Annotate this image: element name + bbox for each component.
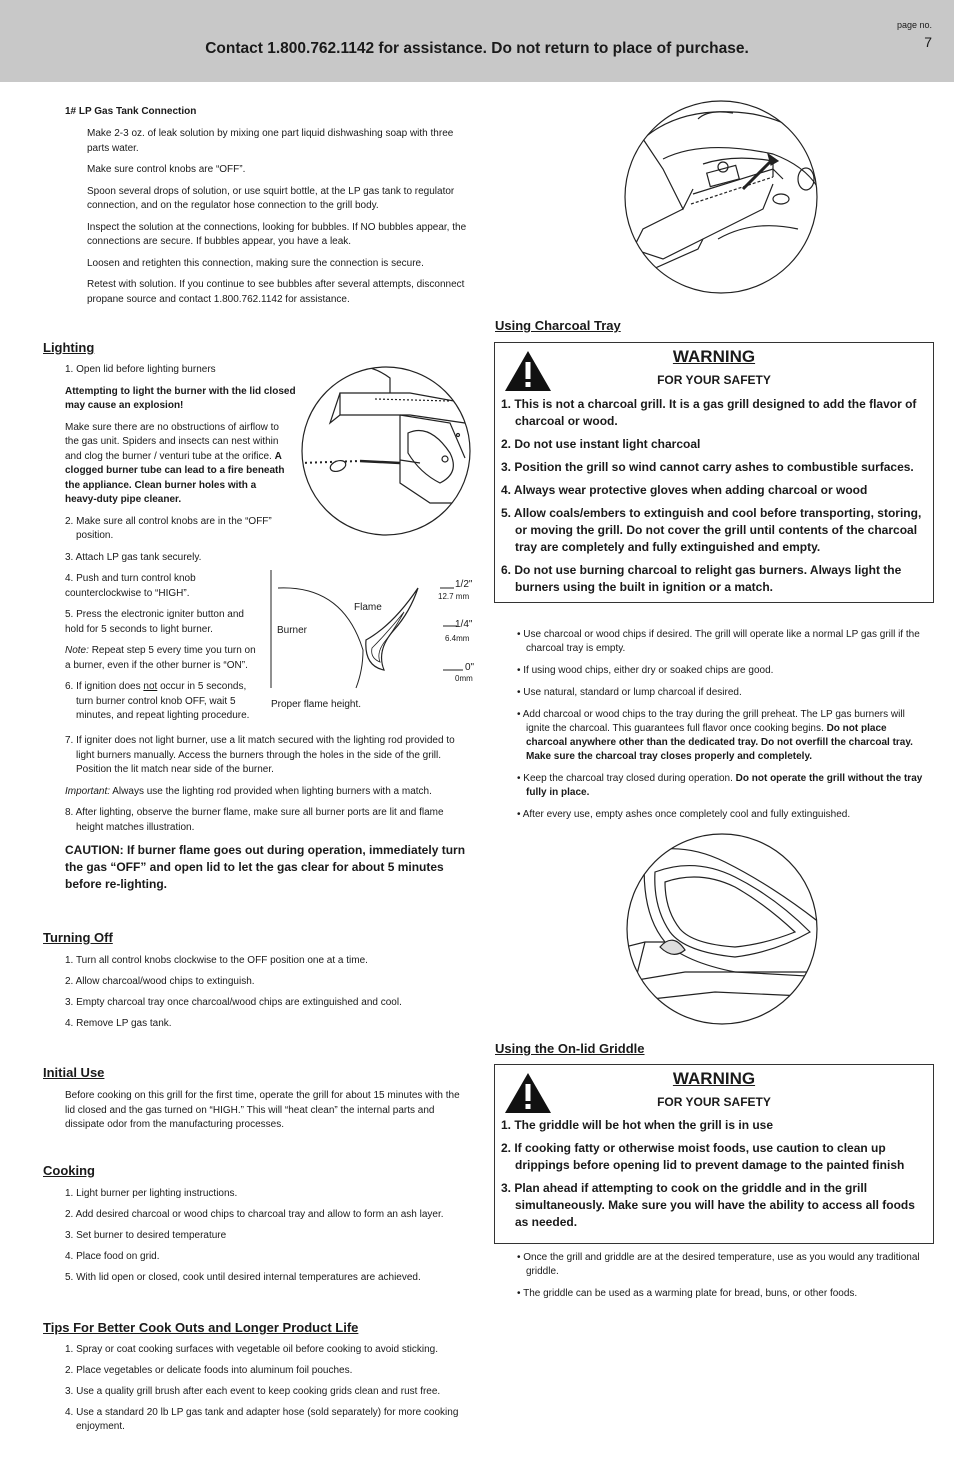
warning-item: 1. The griddle will be hot when the grill is in use bbox=[501, 1118, 774, 1132]
caution-text: CAUTION: If burner flame goes out during operation, immediately turn the gas “OFF” and open lid to let the gas clear for about 5 minutes before re-lighting. bbox=[65, 843, 466, 891]
step6-not: not bbox=[143, 681, 158, 692]
lighting-step-1: 1. Open lid before lighting burners bbox=[65, 364, 216, 375]
turning-off-list bbox=[65, 954, 470, 1038]
leak-test-body bbox=[87, 127, 472, 314]
cooking-list bbox=[65, 1187, 470, 1292]
list-item: 4. Remove LP gas tank. bbox=[65, 1018, 172, 1029]
leak-paragraph: Loosen and retighten this connection, making sure the connection is secure. bbox=[87, 257, 424, 269]
airflow-paragraph bbox=[65, 421, 290, 508]
bullet-item: • Use charcoal or wood chips if desired. The grill will operate like a normal LP gas grill if the charcoal tray is empty. bbox=[517, 629, 920, 654]
measure-quarter-mm: 6.4mm bbox=[445, 634, 470, 643]
important-text: Always use the lighting rod provided when lighting burners with a match. bbox=[112, 785, 432, 797]
note-label: Note: bbox=[65, 645, 89, 656]
contact-banner: Contact 1.800.762.1142 for assistance. Do not return to place of purchase. bbox=[205, 40, 749, 57]
charcoal-warning-list bbox=[501, 396, 925, 602]
lid-closed-warning: Attempting to light the burner with the lid closed may cause an explosion! bbox=[65, 385, 296, 411]
leak-paragraph: Retest with solution. If you continue to see bubbles after several attempts, disconnect propane source and contact 1.800.762.1142 for assistance. bbox=[87, 279, 465, 305]
step6-text-b: occur in 5 seconds, turn burner control knob OFF, wait 5 minutes, and repeat lighting procedure. bbox=[76, 681, 250, 721]
warning-item: 2. If cooking fatty or otherwise moist foods, use caution to clean up drippings before opening lid to prevent damage to the painted finish bbox=[501, 1141, 905, 1172]
measure-half-inch: 1/2" bbox=[455, 579, 473, 590]
list-item: 1. Spray or coat cooking surfaces with vegetable oil before cooking to avoid sticking. bbox=[65, 1344, 438, 1355]
warning-item: 3. Plan ahead if attempting to cook on the griddle and in the grill simultaneously. Make sure you will have the ability to access all foods as needed. bbox=[501, 1181, 915, 1229]
list-item: 5. With lid open or closed, cook until desired internal temperatures are achieved. bbox=[65, 1272, 421, 1283]
charcoal-tray-title: Using Charcoal Tray bbox=[495, 318, 621, 333]
page-number: 7 bbox=[924, 34, 932, 50]
leak-paragraph: Make sure control knobs are “OFF”. bbox=[87, 164, 246, 175]
measure-zero-inch: 0" bbox=[465, 662, 475, 673]
list-item: 3. Use a quality grill brush after each event to keep cooking grids clean and rust free. bbox=[65, 1386, 441, 1397]
flame-caption: Proper flame height. bbox=[271, 699, 362, 710]
leak-paragraph: Inspect the solution at the connections, looking for bubbles. If NO bubbles appear, the connections are secure. If bubbles appear, you have a leak. bbox=[87, 221, 467, 247]
griddle-title: Using the On-lid Griddle bbox=[495, 1041, 645, 1056]
griddle-bullet-list bbox=[515, 1251, 933, 1309]
lighting-step-3: 3. Attach LP gas tank securely. bbox=[65, 551, 202, 563]
list-item: 3. Set burner to desired temperature bbox=[65, 1230, 227, 1241]
flame-label: Flame bbox=[354, 602, 382, 613]
bullet-item: • Once the grill and griddle are at the desired temperature, use as you would any traditional griddle. bbox=[517, 1252, 920, 1277]
list-item: 3. Empty charcoal tray once charcoal/wood chips are extinguished and cool. bbox=[65, 997, 402, 1008]
bullet-item: • After every use, empty ashes once completely cool and fully extinguished. bbox=[517, 809, 851, 820]
airflow-bold: A clogged burner tube can lead to a fire beneath the appliance. Clean burner holes with a heavy-duty pipe cleaner. bbox=[65, 450, 285, 505]
lighting-step-8: 8. After lighting, observe the burner flame, make sure all burner ports are lit and flame height matches illustration. bbox=[65, 807, 444, 833]
list-item: 1. Turn all control knobs clockwise to the OFF position one at a time. bbox=[65, 955, 368, 966]
bullet-text: Use charcoal or wood chips if desired. The grill will operate like a normal LP gas grill if the charcoal tray is empty. bbox=[523, 629, 920, 654]
warning-item: 2. Do not use instant light charcoal bbox=[501, 437, 701, 451]
warning-title: WARNING bbox=[672, 347, 756, 366]
lighting-column bbox=[65, 363, 300, 731]
leak-paragraph: Make 2-3 oz. of leak solution by mixing one part liquid dishwashing soap with three parts water. bbox=[87, 128, 454, 154]
list-item: 2. Add desired charcoal or wood chips to charcoal tray and allow to form an ash layer. bbox=[65, 1209, 444, 1220]
burner-label: Burner bbox=[277, 625, 308, 636]
warning-item: 6. Do not use burning charcoal to relight gas burners. Always light the burners using the built in ignition or a match. bbox=[501, 563, 902, 594]
griddle-warning-list bbox=[501, 1117, 925, 1237]
tips-title: Tips For Better Cook Outs and Longer Product Life bbox=[43, 1320, 359, 1335]
warning-item: 1. This is not a charcoal grill. It is a gas grill designed to add the flavor of charcoal or wood. bbox=[501, 397, 917, 428]
bullet-text: After every use, empty ashes once completely cool and fully extinguished. bbox=[522, 809, 851, 820]
warning-subtitle: FOR YOUR SAFETY bbox=[657, 373, 771, 387]
turning-off-title: Turning Off bbox=[43, 930, 113, 945]
list-item: 1. Light burner per lighting instructions. bbox=[65, 1188, 238, 1199]
lighting-rod-illustration bbox=[300, 363, 472, 539]
bullet-bold: Do not place charcoal anywhere other than the dedicated tray. Do not overfill the charcoal tray. Make sure the charcoal tray closes properly and completely. bbox=[526, 723, 913, 762]
page-header bbox=[0, 0, 954, 82]
bullet-text: Add charcoal or wood chips to the tray during the grill preheat. The LP gas burners will ignite the charcoal. This guarantees full flavor once cooking begins. bbox=[522, 709, 905, 734]
important-label: Important: bbox=[65, 785, 111, 797]
measure-quarter-inch: 1/4" bbox=[455, 619, 473, 630]
measure-zero-mm: 0mm bbox=[455, 674, 473, 683]
bullet-text: Once the grill and griddle are at the desired temperature, use as you would any traditional griddle. bbox=[523, 1252, 920, 1277]
tips-list bbox=[65, 1343, 470, 1441]
lighting-step-5: 5. Press the electronic igniter button and hold for 5 seconds to light burner. bbox=[65, 609, 244, 635]
griddle-illustration bbox=[625, 832, 819, 1026]
warning-item: 4. Always wear protective gloves when adding charcoal or wood bbox=[501, 483, 868, 497]
list-item: 2. Allow charcoal/wood chips to extinguish. bbox=[65, 976, 255, 987]
page-number-label: page no. bbox=[896, 20, 932, 30]
charcoal-warning-box bbox=[494, 342, 934, 603]
warning-item: 5. Allow coals/embers to extinguish and cool before transporting, storing, or moving the grill. Do not cover the grill until contents of the charcoal tray are completely and fully extinguished and empty. bbox=[501, 506, 922, 554]
cooking-title: Cooking bbox=[43, 1163, 95, 1178]
warning-title: WARNING bbox=[672, 1069, 756, 1088]
lighting-note bbox=[65, 644, 260, 673]
lighting-step-2: 2. Make sure all control knobs are in the “OFF” position. bbox=[65, 515, 272, 541]
warning-subtitle: FOR YOUR SAFETY bbox=[657, 1095, 771, 1109]
bullet-text: Use natural, standard or lump charcoal if desired. bbox=[523, 687, 742, 698]
list-item: 4. Use a standard 20 lb LP gas tank and adapter hose (sold separately) for more cooking enjoyment. bbox=[65, 1407, 459, 1432]
bullet-text: The griddle can be used as a warming plate for bread, buns, or other foods. bbox=[523, 1288, 858, 1299]
note-text: Repeat step 5 every time you turn on a burner, even if the other burner is “ON”. bbox=[65, 645, 256, 671]
step6-text-a: 6. If ignition does bbox=[65, 681, 144, 692]
lighting-step-4: 4. Push and turn control knob counterclockwise to “HIGH”. bbox=[65, 573, 196, 599]
bullet-text: If using wood chips, either dry or soaked chips are good. bbox=[523, 665, 774, 676]
bullet-bold: Do not operate the grill without the tray fully in place. bbox=[526, 773, 923, 798]
lighting-title: Lighting bbox=[43, 340, 95, 355]
charcoal-tray-illustration bbox=[623, 99, 819, 295]
bullet-item: • If using wood chips, either dry or soaked chips are good. bbox=[517, 665, 774, 676]
bullet-item: • The griddle can be used as a warming plate for bread, buns, or other foods. bbox=[517, 1288, 858, 1299]
initial-use-title: Initial Use bbox=[43, 1065, 105, 1080]
bullet-text: Keep the charcoal tray closed during operation. bbox=[523, 773, 733, 784]
lighting-column-2 bbox=[65, 734, 468, 893]
lighting-step-6 bbox=[65, 680, 266, 724]
airflow-text: Make sure there are no obstructions of airflow to the gas unit. Spiders and insects can nest within and clog the burner / venturi tube at the orifice. bbox=[65, 421, 279, 462]
leak-test-title: 1# LP Gas Tank Connection bbox=[65, 106, 197, 117]
measure-half-mm: 12.7 mm bbox=[438, 592, 470, 601]
bullet-item: • Add charcoal or wood chips to the tray during the grill preheat. The LP gas burners will ignite the charcoal. This guarantees full flavor once cooking begins. Do not place charcoal anywhere other than the dedicated tray. Do not overfill the charcoal tray. Make sure the charcoal tray closes properly and completely. bbox=[517, 709, 913, 762]
bullet-item: • Keep the charcoal tray closed during operation. Do not operate the grill without the tray fully in place. bbox=[517, 773, 923, 798]
initial-use-text: Before cooking on this grill for the first time, operate the grill for about 15 minutes with the lid closed and the gas turned on “HIGH.” This will “heat clean” the internal parts and dissipate odor from the manufacturing processes. bbox=[65, 1090, 460, 1130]
griddle-warning-box bbox=[494, 1064, 934, 1244]
list-item: 4. Place food on grid. bbox=[65, 1251, 160, 1262]
lighting-step-7: 7. If igniter does not light burner, use a lit match secured with the lighting rod provided to light burners manually. Access the burners through the holes in the side of the grill. Position the lit match near side of the burner. bbox=[65, 735, 455, 775]
important-note bbox=[65, 785, 468, 800]
leak-paragraph: Spoon several drops of solution, or use squirt bottle, at the LP gas tank to regulator connection, and on the regulator hose connection to the grill body. bbox=[87, 185, 455, 211]
list-item: 2. Place vegetables or delicate foods into aluminum foil pouches. bbox=[65, 1365, 353, 1376]
charcoal-bullet-list bbox=[515, 628, 927, 830]
warning-item: 3. Position the grill so wind cannot carry ashes to combustible surfaces. bbox=[501, 460, 914, 474]
burner-outline bbox=[278, 588, 363, 688]
bullet-item: • Use natural, standard or lump charcoal if desired. bbox=[517, 687, 742, 698]
